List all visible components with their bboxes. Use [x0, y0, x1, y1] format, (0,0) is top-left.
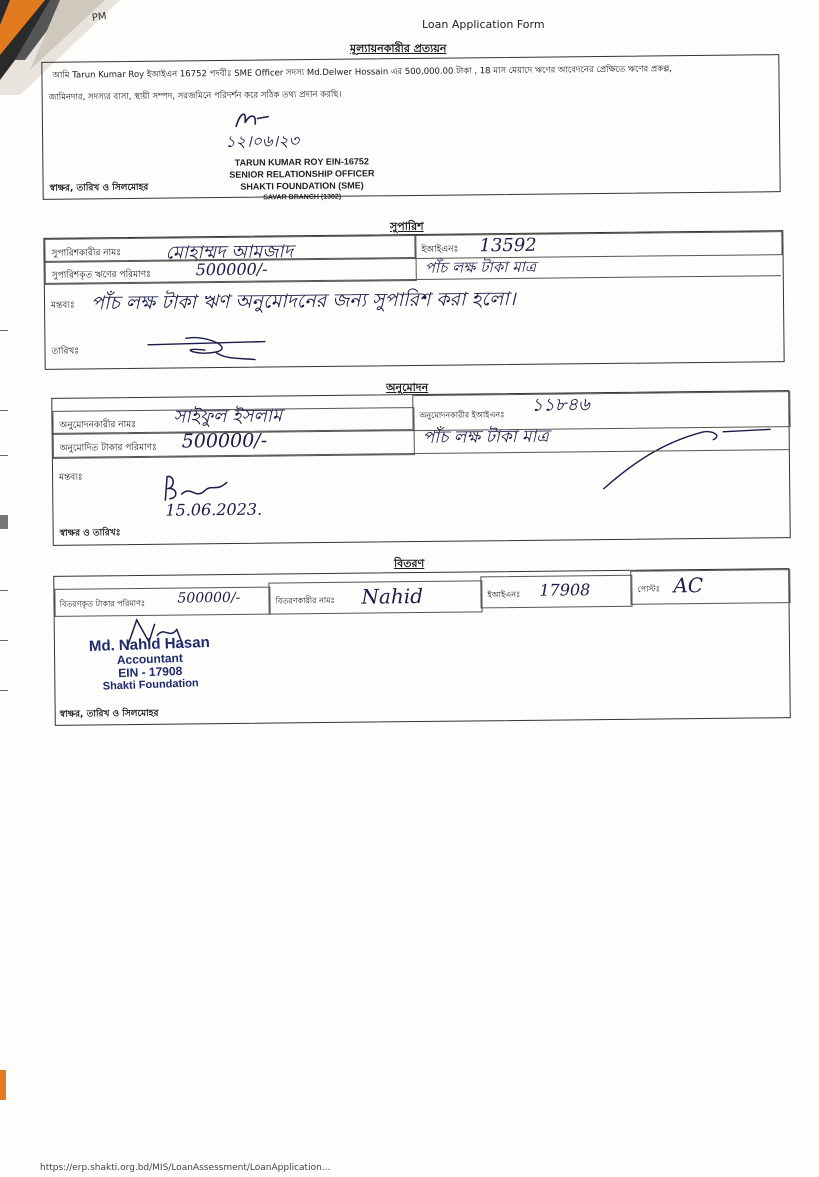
rec-signature — [145, 329, 275, 374]
rec-amount-words-cell — [425, 256, 537, 279]
appr-signature-label: স্বাক্ষর ও তারিখঃ — [59, 528, 121, 539]
margin-tick — [0, 590, 8, 591]
disb-amount-cell — [54, 587, 270, 617]
appr-handwritten-date: 15.06.2023. — [165, 499, 263, 520]
appr-amount-value: 500000/- — [181, 429, 268, 453]
margin-orange-edge — [0, 1070, 6, 1100]
appr-remarks-cell — [53, 449, 790, 546]
assessor-stamp — [222, 155, 382, 205]
appr-amount-words: পাঁচ লক্ষ টাকা মাত্র — [422, 426, 549, 448]
assessor-signature-label: স্বাক্ষর, তারিখ ও সিলমোহর — [49, 182, 149, 194]
approval-section-title: অনুমোদন — [386, 381, 429, 394]
disb-ein-value: 17908 — [539, 580, 591, 600]
disb-amount-value: 500000/- — [177, 589, 241, 607]
recommendation-box — [43, 230, 784, 370]
time-fragment: PM — [91, 11, 108, 24]
stamp-line: SHAKTI FOUNDATION (SME) — [240, 180, 364, 192]
rec-date-label: তারিখঃ — [51, 346, 80, 357]
rec-remarks-value: পাঁচ লক্ষ টাকা ঋণ অনুমোদনের জন্য সুপারিশ করা হলো। — [90, 287, 516, 315]
appr-ein-label: অনুমোদনকারীর ইআইএনঃ — [419, 410, 505, 421]
appr-amount-label: অনুমোদিত টাকার পরিমাণঃ — [59, 442, 157, 454]
disbursement-section-title: বিতরণ — [394, 557, 425, 570]
appr-name-label: অনুমোদনকারীর নামঃ — [59, 419, 137, 431]
stamp-line: SAVAR BRANCH (1302) — [263, 193, 342, 202]
assessor-handwritten-date: ১২।০৬।২৩ — [225, 131, 300, 151]
stamp-line: EIN - 17908 — [118, 663, 183, 681]
disb-post-label: পোস্টঃ — [637, 584, 660, 594]
rec-amount-label: সুপারিশকৃত ঋণের পরিমাণঃ — [51, 269, 152, 281]
disb-distributor-value: Nahid — [361, 583, 424, 609]
assessor-box — [41, 54, 780, 200]
appr-amount-words-cell — [423, 424, 549, 453]
disb-ein-cell — [480, 575, 632, 609]
recommendation-section-title: সুপারিশ — [390, 220, 424, 233]
disb-amount-label: বিতরণকৃত টাকার পরিমাণঃ — [59, 598, 146, 609]
stamp-line: Shakti Foundation — [102, 677, 199, 693]
margin-tab — [0, 515, 8, 529]
disb-distributor-cell — [268, 580, 482, 614]
rec-amount-value: 500000/- — [195, 259, 268, 280]
rec-remarks-cell — [45, 275, 782, 370]
stamp-line: TARUN KUMAR ROY EIN-16752 — [234, 156, 369, 168]
rec-name-label: সুপারিশকারীর নামঃ — [51, 248, 122, 259]
stamp-line: Accountant — [116, 650, 184, 668]
rec-name-value: মোহাম্মদ আমজাদ — [165, 241, 294, 264]
disb-post-cell — [630, 569, 790, 605]
appr-remarks-label: মন্তব্যঃ — [59, 472, 83, 483]
rec-remarks-label: মন্তব্যঃ — [50, 300, 75, 311]
assessor-statement-line2: জামিনদার, সদস্যর বাসা, স্থায়ী সম্পদ, সরজমিনে পরিদর্শন করে সঠিক তথ্য প্রদান করছি। — [48, 89, 342, 103]
margin-tick — [0, 640, 8, 641]
appr-ein-value: ১১৮৪৬ — [531, 394, 590, 416]
margin-tick — [0, 690, 8, 691]
disb-signature-label: স্বাক্ষর, তারিখ ও সিলমোহর — [59, 708, 159, 720]
footer-url: https://erp.shakti.org.bd/MIS/LoanAssessment/LoanApplication... — [40, 1163, 331, 1173]
margin-tick — [0, 330, 8, 331]
stamp-line: SENIOR RELATIONSHIP OFFICER — [229, 168, 375, 180]
disb-post-value: AC — [673, 573, 704, 598]
margin-tick — [0, 455, 8, 456]
margin-tick — [0, 410, 8, 411]
form-title: Loan Application Form — [422, 18, 545, 31]
rec-amount-words: পাঁচ লক্ষ টাকা মাত্র — [424, 257, 537, 277]
disb-distributor-label: বিতরণকারীর নামঃ — [275, 595, 335, 606]
rec-ein-cell — [414, 231, 782, 259]
disb-ein-label: ইআইএনঃ — [487, 589, 521, 600]
disb-stamp — [69, 633, 231, 695]
assessor-statement-line1: আমি Tarun Kumar Roy ইআইএন 16752 পদবীঃ SME Officer সদস্য Md.Delwer Hossain এর 500,000.00 টাকা , 18 মাস মেয়াদে ঋণের আবেদনের প্রেক্ষিতে ঋণের প্রকল্প, — [52, 64, 673, 81]
assessor-section-title: মূল্যায়নকারীর প্রত্যয়ন — [350, 42, 447, 55]
appr-name-value: সাইফুল ইসলাম — [173, 405, 283, 428]
rec-ein-label: ইআইএনঃ — [421, 244, 459, 255]
rec-ein-value: 13592 — [479, 234, 537, 257]
approval-box — [51, 390, 791, 546]
stamp-line: Md. Nahid Hasan — [88, 633, 211, 656]
